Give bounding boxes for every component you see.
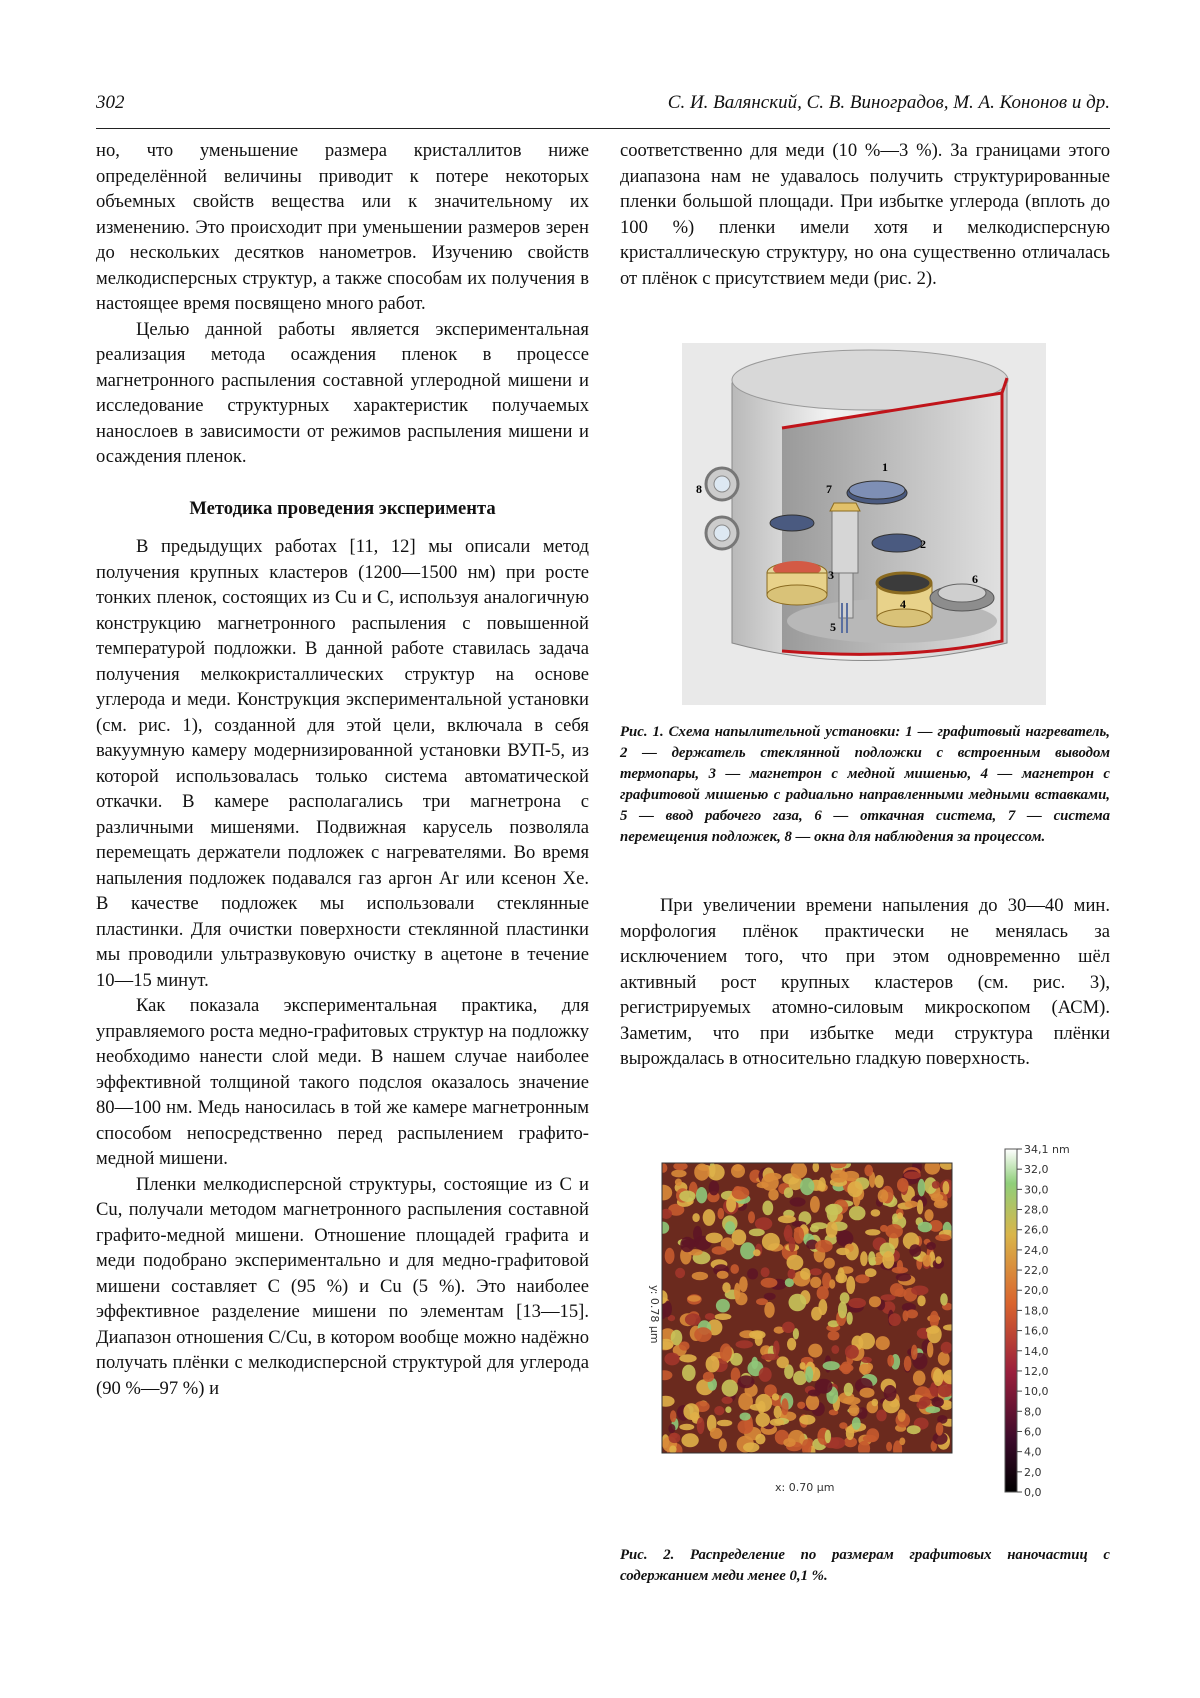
afm-grain (876, 1336, 890, 1350)
right-column-bottom (620, 893, 1110, 1072)
afm-grain (753, 1249, 761, 1256)
afm-grain (722, 1282, 730, 1293)
afm-grain (927, 1342, 933, 1358)
colorbar-tick-label: 10,0 (1024, 1385, 1049, 1399)
afm-grain (802, 1439, 812, 1456)
afm-grain (852, 1417, 861, 1430)
afm-grain (940, 1160, 955, 1170)
afm-grain (866, 1428, 879, 1442)
afm-grain (810, 1225, 819, 1232)
afm-grain (668, 1424, 675, 1433)
afm-grain (787, 1338, 796, 1351)
colorbar-tick-label: 16,0 (1024, 1324, 1049, 1338)
afm-grain (659, 1163, 667, 1172)
afm-grain (936, 1422, 944, 1436)
afm-grain (679, 1354, 696, 1362)
afm-grain (869, 1296, 881, 1307)
afm-grain (773, 1341, 780, 1356)
colorbar-tick-label: 12,0 (1024, 1364, 1049, 1378)
afm-grain (846, 1426, 854, 1440)
afm-grain (747, 1268, 758, 1279)
afm-grain (800, 1362, 806, 1370)
window-icon (706, 468, 738, 500)
afm-grain (823, 1361, 840, 1370)
figure-2-afm (625, 1125, 1115, 1525)
afm-grain (876, 1410, 886, 1422)
afm-grain (694, 1164, 709, 1181)
afm-grain (830, 1159, 847, 1168)
afm-grain (799, 1415, 815, 1425)
running-header (96, 88, 1110, 118)
afm-grain (784, 1187, 793, 1198)
colorbar-tick-label: 34,1 nm (1024, 1143, 1070, 1156)
afm-grain (749, 1229, 765, 1237)
afm-grain (848, 1298, 866, 1308)
afm-grain (657, 1222, 669, 1234)
afm-grain (762, 1233, 780, 1251)
afm-grain (926, 1242, 936, 1250)
afm-grain (865, 1229, 880, 1235)
colorbar-tick-label: 28,0 (1024, 1203, 1049, 1217)
afm-grain (656, 1370, 672, 1380)
afm-grain (774, 1406, 782, 1419)
afm-grain (800, 1268, 811, 1280)
afm-grain (755, 1434, 765, 1445)
afm-grain (936, 1256, 942, 1264)
afm-grain (703, 1372, 714, 1382)
afm-grain (865, 1268, 877, 1277)
afm-grain (696, 1187, 707, 1203)
afm-grain (889, 1313, 901, 1326)
afm-grain (818, 1177, 826, 1191)
afm-grain (732, 1229, 747, 1245)
afm-grain (911, 1345, 918, 1360)
afm-grain (679, 1424, 694, 1430)
afm-grain (789, 1294, 807, 1312)
afm-grain (706, 1356, 720, 1373)
right-column-top (620, 138, 1110, 291)
figure-1-caption: Рис. 1. Схема напылительной установки: 1 — графитовый нагреватель, 2 — держатель стеклянной подложки с встроенным выводом термопары, 3 — магнетрон с медной мишенью, 4 — магнетрон с графитовой мишенью с радиально направленными медными вставками, 5 — ввод рабочего газа, 6 — откачная система, 7 — система перемещения подложек, 8 — окна для наблюдения за процессом. (620, 724, 1110, 845)
afm-grain (924, 1209, 933, 1221)
afm-grain (881, 1294, 896, 1300)
afm-grain (730, 1353, 743, 1366)
afm-grain (824, 1258, 835, 1269)
colorbar-tick-label: 14,0 (1024, 1344, 1049, 1358)
afm-grain (849, 1206, 866, 1220)
afm-grain (756, 1413, 770, 1427)
afm-grain (919, 1397, 931, 1407)
afm-grain (864, 1165, 873, 1177)
afm-grain (909, 1244, 921, 1257)
afm-grain (670, 1410, 676, 1422)
afm-grain (717, 1271, 729, 1279)
afm-grain (761, 1354, 779, 1361)
afm-grain (718, 1208, 725, 1219)
header-rule (96, 128, 1110, 129)
running-authors: С. И. Валянский, С. В. Виноградов, М. А. Кононов и др. (667, 92, 1110, 113)
afm-grain (722, 1380, 738, 1397)
afm-grain (897, 1212, 903, 1219)
afm-grain (860, 1388, 875, 1398)
afm-grain (800, 1178, 814, 1195)
afm-grain (925, 1160, 941, 1175)
afm-grain (931, 1397, 944, 1407)
paragraph: Пленки мелкодисперсной структуры, состоящие из C и Cu, получали методом магнетронного распыления составной графито-медной мишени. Отношение площадей графита и меди подобрано экспериментально и для медно-графитовой мишени составляет C (95 %) и Cu (5 %). Это наиболее эффективное разделение мишени по элементам [13—15]. Диапазон отношения C/Cu, в котором вообще можно надёжно получать плёнки с мелкодисперсной структурой для углерода (90 %—97 %) и (96, 1173, 589, 1399)
afm-grain (933, 1369, 943, 1387)
fig1-label: 5 (830, 620, 836, 634)
afm-grain (815, 1379, 833, 1394)
afm-grain (665, 1248, 675, 1264)
afm-grain (716, 1299, 730, 1313)
afm-grain (731, 1164, 745, 1178)
afm-grain (675, 1179, 682, 1186)
colorbar-tick-label: 0,0 (1024, 1486, 1042, 1499)
apparatus-drawing (682, 343, 1046, 705)
paragraph: но, что уменьшение размера кристаллитов ниже определённой величины приводит к потере некоторых объемных свойств вещества или к значительному их изменению. Это происходит при уменьшении размеров зерен до нескольких десятков нанометров. Изучению свойств мелкодисперсных структур, а также способам их получения в настоящее время посвящено много работ. (96, 140, 589, 314)
fig1-label: 1 (882, 460, 888, 474)
afm-grain (693, 1226, 702, 1242)
afm-grain (784, 1229, 791, 1239)
afm-grain (886, 1442, 892, 1452)
afm-grain (849, 1404, 860, 1416)
afm-grain (703, 1209, 716, 1226)
afm-grain (940, 1293, 948, 1305)
afm-grain (708, 1164, 725, 1180)
afm-grain (897, 1178, 909, 1192)
afm-grain (797, 1402, 805, 1409)
afm-grain (732, 1187, 750, 1200)
afm-grain (839, 1422, 847, 1429)
afm-grain (917, 1295, 925, 1306)
afm-grain (685, 1313, 701, 1325)
afm-grain (934, 1200, 948, 1209)
afm-grain (657, 1396, 675, 1407)
afm-grain (764, 1302, 774, 1318)
fig1-label: 7 (826, 482, 832, 496)
afm-grain (772, 1393, 779, 1400)
fig1-label: 6 (972, 572, 978, 586)
afm-grain (926, 1327, 939, 1334)
afm-grain (675, 1268, 685, 1278)
afm-grain (913, 1371, 926, 1386)
afm-grain (896, 1273, 911, 1281)
y-axis-label: y: 0.78 µm (648, 1285, 661, 1344)
afm-grain (847, 1181, 863, 1197)
afm-grain (825, 1204, 843, 1215)
afm-grain (679, 1341, 690, 1350)
afm-grain (918, 1222, 932, 1233)
paragraph: При увеличении времени напыления до 30—40 мин. морфология плёнок практически не менялась за исключением того, что при этом одновременно шёл активный рост крупных кластеров (см. рис. 3), регистрируемых атомно-силовым микроскопом (АСМ). Заметим, что при избытке меди структура плёнки вырождалась в относительно гладкую поверхность. (620, 895, 1110, 1069)
afm-grain (829, 1279, 835, 1289)
afm-grain (785, 1278, 794, 1287)
afm-grain (825, 1430, 831, 1444)
afm-grain (751, 1357, 758, 1369)
colorbar-tick-label: 30,0 (1024, 1183, 1049, 1197)
afm-grain (681, 1433, 698, 1447)
afm-grain (845, 1345, 859, 1359)
afm-grain (743, 1442, 759, 1452)
fig1-label: 4 (900, 597, 906, 611)
afm-grain (683, 1403, 699, 1420)
afm-grain (898, 1409, 906, 1422)
afm-grain (679, 1191, 695, 1202)
afm-grain (719, 1438, 727, 1452)
afm-grain (895, 1288, 907, 1297)
afm-grain (664, 1353, 679, 1366)
afm-grain (841, 1362, 852, 1375)
colorbar-tick-label: 24,0 (1024, 1243, 1049, 1257)
afm-grain (749, 1330, 766, 1339)
paragraph: Как показала экспериментальная практика, для управляемого роста медно-графитовых структур на подложку необходимо нанести слой меди. В нашем случае наиболее эффективной толщиной такого подслоя оказалось значение 80—100 нм. Медь наносилась в той же камере магнетронным способом непосредственно перед распылением графито-медной мишени. (96, 995, 589, 1169)
afm-grain (846, 1312, 852, 1325)
afm-grain (858, 1333, 875, 1350)
afm-grain (759, 1367, 772, 1382)
afm-grain (935, 1234, 951, 1241)
afm-grain (781, 1398, 788, 1415)
paragraph: Целью данной работы является экспериментальная реализация метода осаждения пленок в процессе магнетронного распыления составной углеродной мишени и исследование структурных характеристик получаемых нанослоев в зависимости от режимов распыления мишени и осаждения пленок. (96, 318, 589, 467)
colorbar (1005, 1149, 1017, 1492)
afm-grain (925, 1406, 940, 1413)
afm-grain (750, 1404, 765, 1411)
figure-2-caption: Рис. 2. Распределение по размерам графитовых наночастиц с содержанием меди менее 0,1 %. (620, 1547, 1110, 1584)
afm-grain (943, 1370, 958, 1385)
afm-grain (790, 1197, 806, 1206)
afm-grain (682, 1365, 696, 1381)
afm-grain (709, 1180, 720, 1195)
afm-grain (846, 1276, 855, 1294)
afm-grain (826, 1221, 838, 1238)
afm-grain (938, 1352, 950, 1366)
afm-grain (837, 1267, 844, 1283)
afm-grain (871, 1209, 881, 1216)
afm-grain (911, 1286, 928, 1296)
afm-grain (887, 1355, 894, 1367)
afm-grain (882, 1251, 894, 1269)
colorbar-tick-label: 20,0 (1024, 1284, 1049, 1298)
afm-grain (884, 1385, 897, 1401)
afm-grain (669, 1445, 676, 1453)
afm-grain (794, 1227, 804, 1244)
afm-grain (671, 1170, 686, 1178)
afm-grain (885, 1224, 903, 1238)
afm-grain (736, 1340, 754, 1348)
paragraph: В предыдущих работах [11, 12] мы описали метод получения крупных кластеров (1200—1500 нм) при росте тонких пленок, состоящих из Cu и C, используя аналогичную конструкцию магнетронного распыления с повышенной температурой подложки. В данной работе ставилась задача получения мелкокристаллических структур на основе углерода и меди. Конструкция экспериментальной установки (см. рис. 1), созданной для этой цели, включала в себя вакуумную камеру модернизированной установки ВУП-5, из которой использовалась только система автоматической откачки. В камере располагались три магнетрона с различными мишенями. Подвижная карусель позволяла перемещать держатели подложек с нагревателями. Во время напыления подложек подавался газ аргон Ar или ксенон Xe. В качестве подложек мы использовали стеклянные пластинки. Для очистки поверхности стеклянной пластинки мы проводили ультразвуковую очистку в ацетоне в течение 10—15 минут. (96, 536, 589, 991)
afm-grain (714, 1313, 731, 1320)
section-title: Методика проведения эксперимента (189, 497, 496, 519)
afm-grain (748, 1211, 755, 1223)
afm-grain (680, 1237, 694, 1252)
afm-image (625, 1125, 1115, 1525)
afm-grain (923, 1255, 932, 1267)
colorbar-tick-label: 2,0 (1024, 1465, 1042, 1479)
fig1-label: 8 (696, 482, 702, 496)
afm-grain (805, 1366, 813, 1382)
afm-grain (875, 1175, 884, 1188)
colorbar-tick-label: 18,0 (1024, 1304, 1049, 1318)
afm-grain (818, 1299, 827, 1315)
afm-grain (789, 1237, 796, 1252)
afm-grain (906, 1309, 918, 1318)
afm-grain (764, 1293, 776, 1300)
afm-grain (697, 1417, 705, 1434)
afm-grain (860, 1251, 868, 1266)
afm-grain (859, 1364, 871, 1375)
afm-grain (872, 1399, 879, 1406)
afm-grain (738, 1420, 754, 1434)
afm-grain (917, 1200, 923, 1215)
afm-grain (844, 1383, 854, 1396)
afm-grain (791, 1162, 807, 1179)
afm-grain (669, 1433, 681, 1443)
afm-grain (710, 1428, 722, 1439)
afm-grain (712, 1246, 727, 1254)
afm-grain (778, 1215, 796, 1223)
afm-grain (735, 1292, 747, 1305)
afm-grain (904, 1172, 921, 1180)
afm-grain (869, 1260, 876, 1266)
colorbar-tick-label: 6,0 (1024, 1425, 1042, 1439)
afm-grain (831, 1345, 839, 1354)
afm-grain (720, 1343, 732, 1361)
afm-grain (765, 1173, 782, 1180)
figure-1-apparatus (682, 343, 1046, 705)
afm-grain (740, 1413, 751, 1421)
afm-grain (907, 1425, 921, 1434)
afm-grain (831, 1170, 848, 1183)
afm-grain (808, 1344, 822, 1358)
fig1-label: 2 (920, 537, 926, 551)
afm-grain (932, 1181, 940, 1189)
afm-grain (904, 1356, 912, 1371)
colorbar-tick-label: 22,0 (1024, 1264, 1049, 1278)
afm-grain (787, 1255, 804, 1270)
afm-grain (739, 1276, 748, 1292)
afm-grain (836, 1248, 849, 1255)
afm-grain (692, 1213, 699, 1222)
afm-grain (761, 1267, 770, 1277)
afm-grain (770, 1419, 784, 1426)
afm-grain (692, 1272, 708, 1281)
colorbar-tick-label: 8,0 (1024, 1405, 1042, 1419)
afm-grain (783, 1438, 795, 1447)
afm-grain (892, 1267, 908, 1274)
afm-grain (654, 1185, 672, 1201)
paragraph: соответственно для меди (10 %—3 %). За границами этого диапазона нам не удавалось получить структурированные пленки большой площади. При избытке углерода (вплоть до 100 %) пленки имели хотя и мелкодисперсную кристаллическую структуру, но она существенно отличалась от плёнок с присутствием меди (рис. 2). (620, 140, 1110, 289)
page-number: 302 (96, 92, 125, 113)
afm-grain (762, 1201, 773, 1216)
afm-grain (740, 1242, 755, 1259)
afm-grain (688, 1295, 701, 1301)
afm-grain (694, 1327, 712, 1342)
afm-grain (705, 1313, 715, 1320)
afm-grain (941, 1342, 953, 1354)
afm-grain (878, 1189, 889, 1202)
afm-grain (755, 1217, 772, 1230)
afm-grain (858, 1441, 870, 1456)
colorbar-tick-label: 32,0 (1024, 1163, 1049, 1177)
afm-grain (714, 1406, 724, 1415)
afm-grain (761, 1278, 778, 1288)
afm-grain (899, 1438, 905, 1446)
afm-grain (943, 1181, 950, 1194)
window-icon (706, 517, 738, 549)
left-column (96, 138, 589, 1401)
afm-grain (918, 1179, 926, 1197)
afm-grain (810, 1268, 822, 1275)
afm-grain (943, 1324, 958, 1330)
afm-grain (806, 1395, 819, 1410)
afm-grain (788, 1269, 796, 1279)
afm-grain (725, 1406, 731, 1413)
afm-grain (838, 1302, 847, 1319)
colorbar-tick-label: 26,0 (1024, 1223, 1049, 1237)
fig1-label: 3 (828, 568, 834, 582)
afm-grain (717, 1420, 732, 1427)
colorbar-tick-label: 4,0 (1024, 1445, 1042, 1459)
afm-grain (815, 1240, 833, 1253)
afm-grain (828, 1331, 840, 1341)
x-axis-label: x: 0.70 µm (775, 1481, 835, 1494)
afm-grain (782, 1322, 795, 1333)
afm-grain (722, 1397, 733, 1404)
afm-grain (730, 1264, 739, 1274)
afm-grain (738, 1375, 755, 1388)
afm-grain (810, 1196, 820, 1213)
afm-grain (905, 1201, 918, 1208)
afm-grain (810, 1277, 821, 1288)
afm-grain (706, 1233, 723, 1244)
